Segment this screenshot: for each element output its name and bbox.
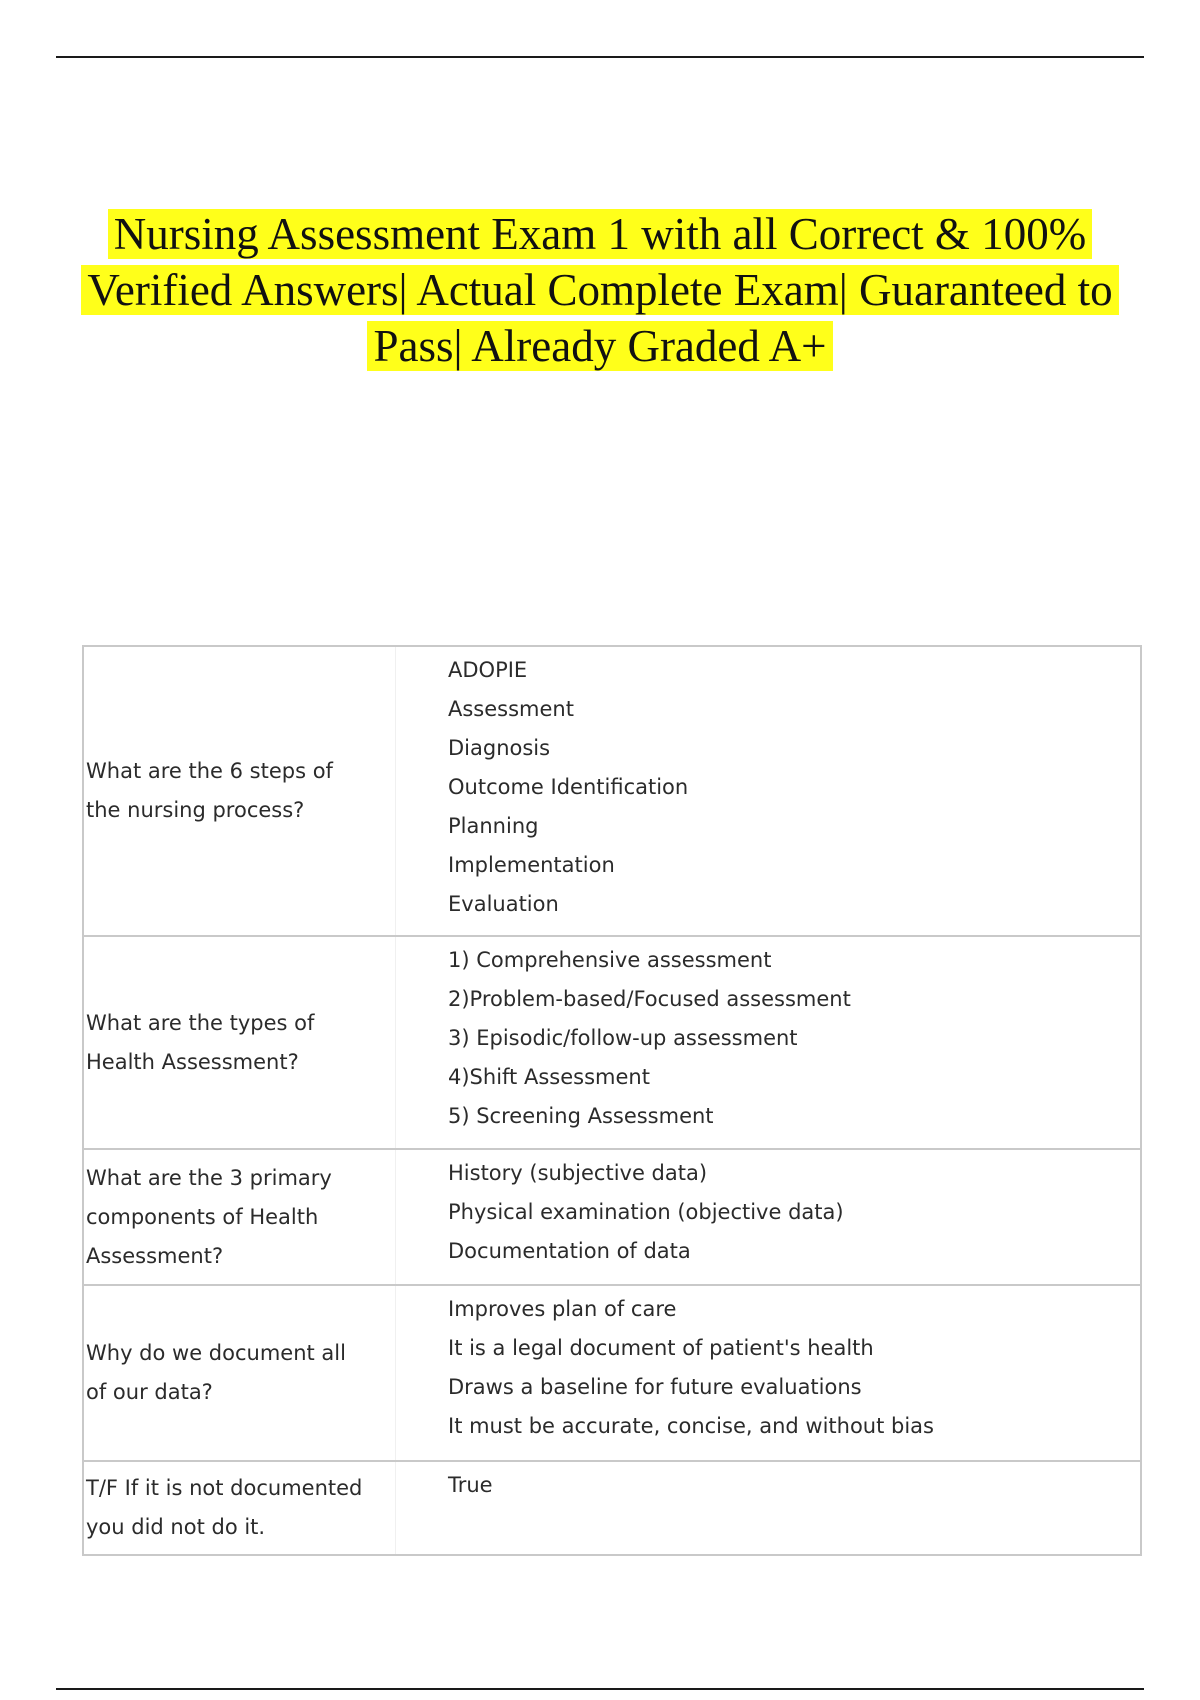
answer-line: Draws a baseline for future evaluations [448, 1375, 862, 1399]
footer-rule [56, 1688, 1144, 1690]
qa-row-2 [84, 935, 1140, 1148]
answer-cell [396, 1286, 1140, 1460]
answer-cell [396, 1150, 1140, 1284]
question-cell [84, 937, 396, 1148]
answer-line: It is a legal document of patient's health [448, 1336, 874, 1360]
question-text [86, 1004, 386, 1082]
answer-line: True [448, 1473, 493, 1497]
answer-line: Outcome Identification [448, 775, 689, 799]
answer-line: Physical examination (objective data) [448, 1200, 844, 1224]
title-line-1: Nursing Assessment Exam 1 with all Correct & 100% [108, 209, 1092, 259]
question-line: T/F If it is not documented [86, 1476, 363, 1500]
question-cell [84, 1286, 396, 1460]
question-text [86, 1159, 386, 1276]
answer-cell [396, 937, 1140, 1148]
answer-line: Implementation [448, 853, 615, 877]
question-line: What are the 6 steps of [86, 759, 333, 783]
answer-line: 1) Comprehensive assessment [448, 948, 772, 972]
question-line: of our data? [86, 1380, 213, 1404]
answer-line: 3) Episodic/follow-up assessment [448, 1026, 798, 1050]
question-line: the nursing process? [86, 798, 305, 822]
title-line-3: Pass| Already Graded A+ [367, 321, 832, 371]
question-line: components of Health [86, 1204, 319, 1229]
answer-line: Planning [448, 814, 539, 838]
question-line: Health Assessment? [86, 1049, 299, 1074]
question-line: What are the 3 primary [86, 1165, 332, 1190]
answer-line: 2)Problem-based/Focused assessment [448, 987, 851, 1011]
question-line: What are the types of [86, 1010, 315, 1035]
qa-row-4 [84, 1284, 1140, 1460]
answer-line: History (subjective data) [448, 1161, 708, 1185]
answer-line: Improves plan of care [448, 1297, 677, 1321]
answer-line: Diagnosis [448, 736, 551, 760]
answer-line: 5) Screening Assessment [448, 1104, 714, 1128]
question-text [86, 1334, 386, 1412]
question-line: Assessment? [86, 1243, 224, 1268]
qa-table [82, 645, 1142, 1556]
question-text [86, 1469, 386, 1547]
qa-row-3 [84, 1148, 1140, 1284]
question-cell [84, 647, 396, 935]
answer-line: Assessment [448, 697, 574, 721]
document-title [60, 206, 1140, 374]
title-line-2: Verified Answers| Actual Complete Exam| Guaranteed to [81, 265, 1118, 315]
answer-line: 4)Shift Assessment [448, 1065, 650, 1089]
qa-row-1 [84, 647, 1140, 935]
question-line: you did not do it. [86, 1515, 266, 1539]
question-text [86, 752, 386, 830]
answer-cell [396, 647, 1140, 935]
qa-row-5 [84, 1460, 1140, 1554]
answer-line: ADOPIE [448, 658, 528, 682]
question-cell [84, 1462, 396, 1554]
header-rule [56, 56, 1144, 58]
answer-cell [396, 1462, 1140, 1554]
answer-line: Documentation of data [448, 1239, 691, 1263]
answer-line: Evaluation [448, 892, 559, 916]
question-line: Why do we document all [86, 1341, 346, 1365]
answer-line: It must be accurate, concise, and without bias [448, 1414, 934, 1438]
question-cell [84, 1150, 396, 1284]
